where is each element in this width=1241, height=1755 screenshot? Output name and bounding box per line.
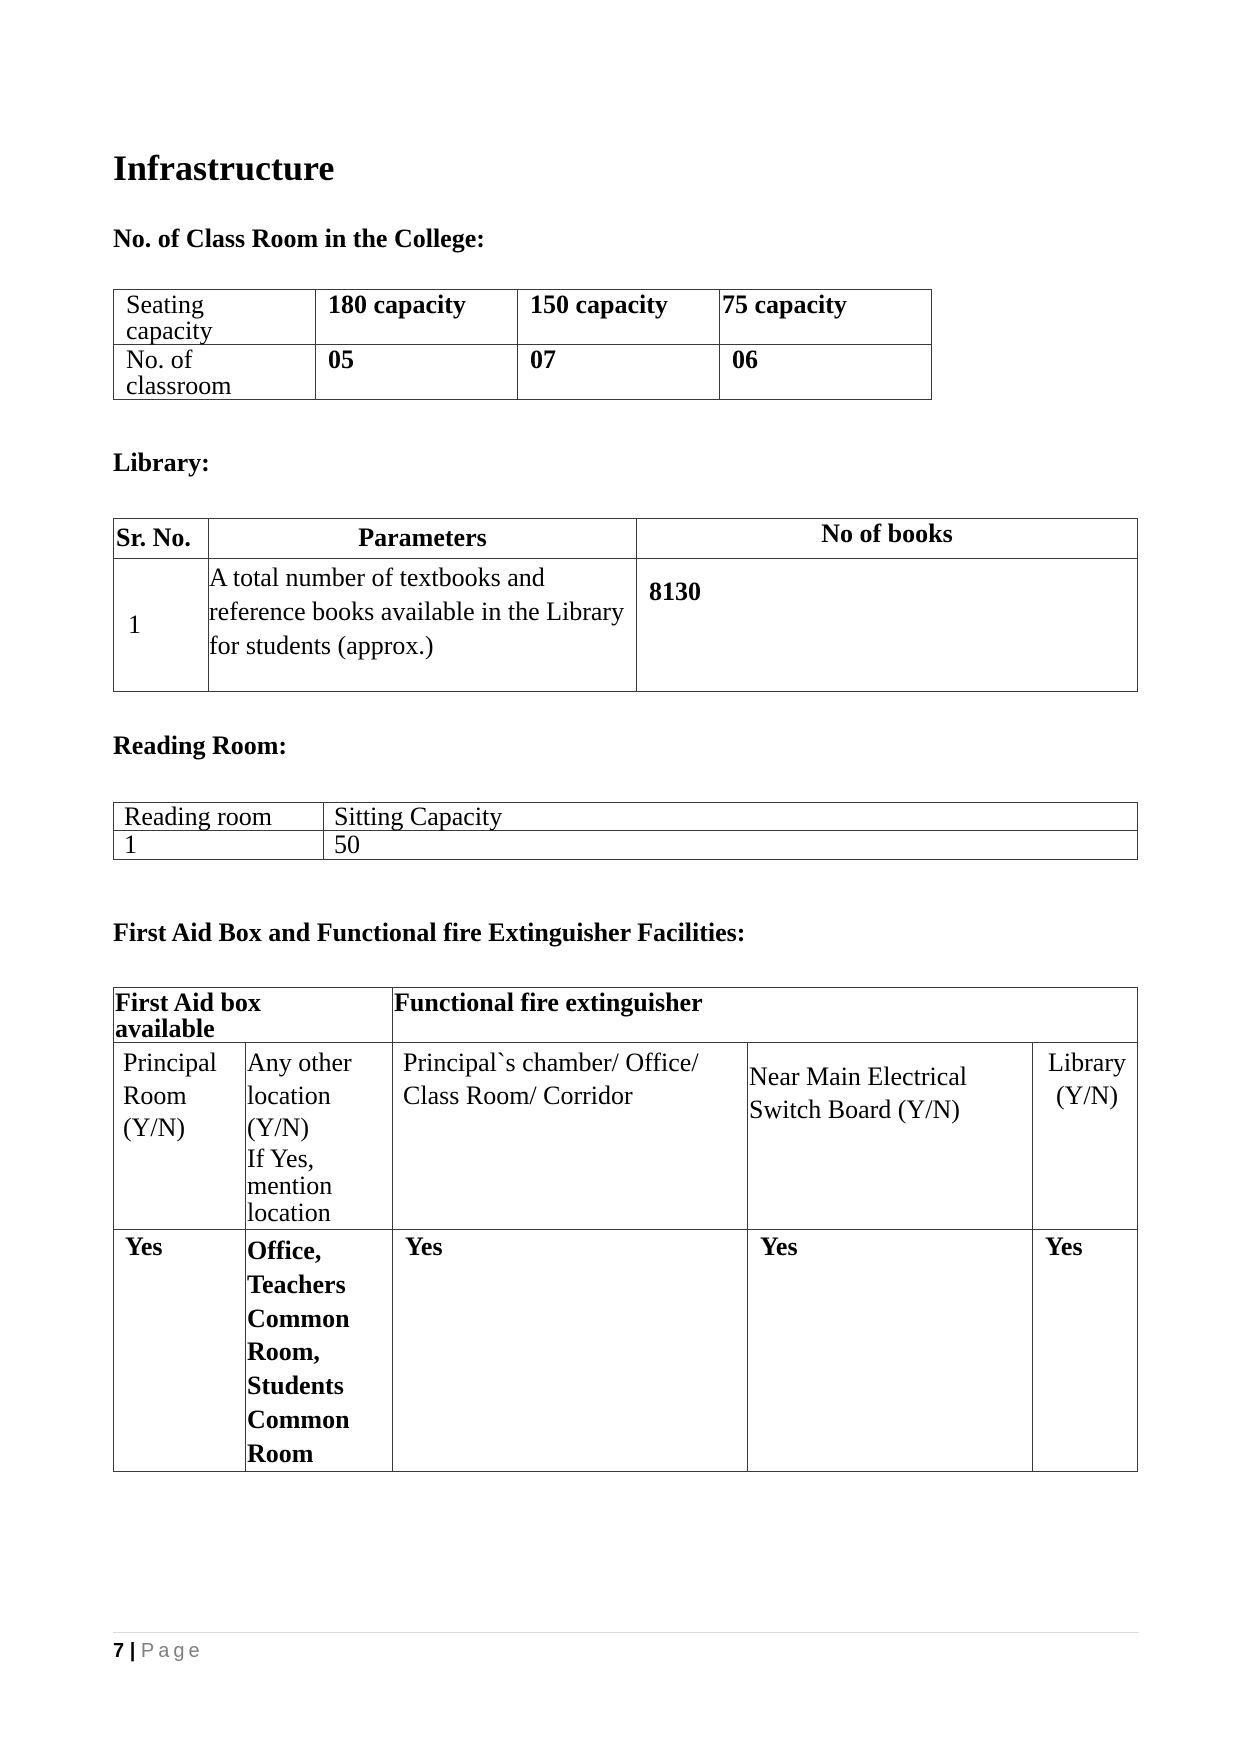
first-aid-table [113, 987, 1138, 1472]
table-header: No of books [637, 519, 1138, 559]
table-cell [246, 1043, 393, 1230]
table-row [114, 559, 1138, 692]
library-heading: Library: [113, 448, 210, 477]
table-row [114, 519, 1138, 559]
table-row [114, 831, 1138, 859]
location-question: Any other location (Y/N) [247, 1048, 352, 1142]
table-header: Parameters [209, 519, 637, 559]
table-cell: Near Main Electrical Switch Board (Y/N) [748, 1043, 1033, 1230]
first-aid-heading: First Aid Box and Functional fire Extinguisher Facilities: [113, 918, 746, 947]
page-label: Page [140, 1640, 204, 1662]
table-cell: Reading room [114, 803, 324, 831]
footer-divider [113, 1632, 1139, 1633]
table-cell: 05 [316, 345, 518, 400]
table-cell: 180 capacity [316, 290, 518, 345]
table-cell: Library (Y/N) [1033, 1043, 1138, 1230]
table-cell: 150 capacity [518, 290, 720, 345]
page-footer [113, 1640, 204, 1663]
table-row [114, 803, 1138, 831]
table-cell: Principal`s chamber/ Office/ Class Room/ Corridor [393, 1043, 748, 1230]
table-cell: 8130 [637, 559, 1138, 692]
table-cell: A total number of textbooks and reference books available in the Library for students (approx.) [209, 559, 637, 692]
table-cell: 06 [720, 345, 932, 400]
table-cell: 1 [114, 831, 324, 859]
reading-room-heading: Reading Room: [113, 731, 288, 760]
location-instruction: If Yes, mention location [247, 1143, 333, 1228]
table-cell: 75 capacity [720, 290, 932, 345]
table-header: First Aid box available [114, 988, 393, 1043]
table-cell: 07 [518, 345, 720, 400]
table-cell: Office, Teachers Common Room, Students Common Room [246, 1230, 393, 1472]
page-title: Infrastructure [113, 148, 335, 188]
table-cell: Yes [114, 1230, 246, 1472]
reading-room-table [113, 802, 1138, 860]
table-cell: Principal Room (Y/N) [114, 1043, 246, 1230]
table-row [114, 345, 932, 400]
library-table [113, 518, 1138, 692]
table-row [114, 290, 932, 345]
table-cell: Sitting Capacity [324, 803, 1138, 831]
table-header: Sr. No. [114, 519, 209, 559]
table-cell: Yes [1033, 1230, 1138, 1472]
table-row [114, 1043, 1138, 1230]
classroom-heading: No. of Class Room in the College: [113, 224, 485, 253]
classroom-table [113, 289, 932, 400]
page-number: 7 [113, 1640, 125, 1662]
table-cell: 1 [114, 559, 209, 692]
table-header: Functional fire extinguisher [393, 988, 1138, 1043]
table-cell: No. of classroom [114, 345, 316, 400]
table-row [114, 988, 1138, 1043]
table-cell: Yes [393, 1230, 748, 1472]
table-cell: Seating capacity [114, 290, 316, 345]
table-row [114, 1230, 1138, 1472]
table-cell: 50 [324, 831, 1138, 859]
table-cell: Yes [748, 1230, 1033, 1472]
footer-separator: | [129, 1640, 136, 1662]
